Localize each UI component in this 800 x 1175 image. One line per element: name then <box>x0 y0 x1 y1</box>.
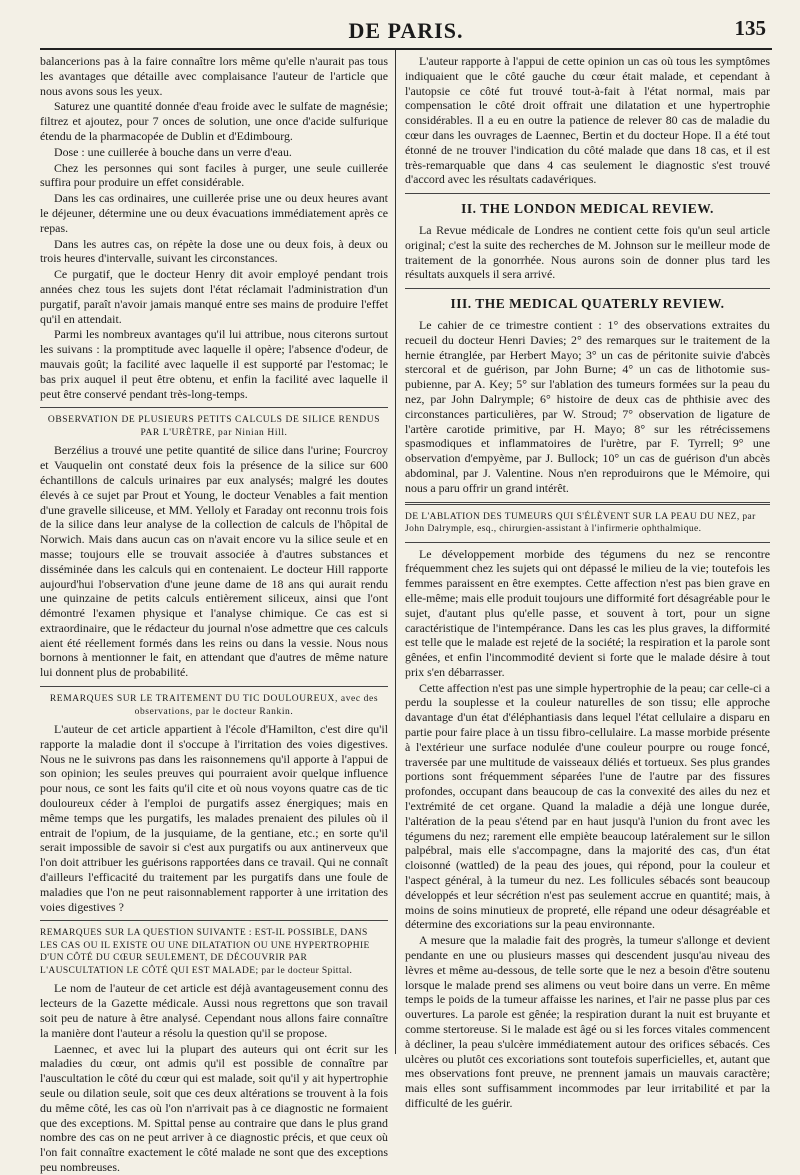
article-title: DE L'ABLATION DES TUMEURS QUI S'ÉLÈVENT SUR LA PEAU DU NEZ, par John Dalrymple, esq., chirurgien-assistant à l'infirmerie ophthalmique. <box>405 511 756 535</box>
paragraph: L'auteur de cet article appartient à l'école d'Hamilton, c'est dire qu'il rapporte la maladie dont il s'occupe à l'irritation des voies digestives. Nous ne le suivrons pas dans les raisonnemens qu'il apporte à l'appui de son opinion; les seules preuves qui pourraient avoir quelque influence pour nous, ce sont les faits qu'il cite et où nous voyons quatre cas de tic douloureux céder à l'emploi de purgatifs assez énergiques; mais en même temps que les purgatifs, les malades prenaient des pilules où il entrait de l'opium, de la jusquiame, de la gentiane, etc.; en sorte qu'il serait impossible de savoir si c'est aux purgatifs ou aux antinerveux que l'on doit attribuer les guérisons rapportées dans ce travail. Qui ne connaît d'ailleurs l'efficacité du traitement par les purgatifs dans une foule de maladies que l'on ne peut raisonnablement rapporter à une irritation des voies digestives ? <box>40 722 388 914</box>
paragraph: Cette affection n'est pas une simple hypertrophie de la peau; car celle-ci a perdu la souplesse et la couleur naturelles de son tissu; elle approche davantage d'un état d'éléphantiasis dans lequel l'état cellulaire a disparu en partie pour faire place à un tissu fibro-cellulaire. La masse morbide présente à l'extérieur une surface nodulée d'une couleur pourpre ou rouge foncé, traversée par une multitude de vaisseaux déliés et tortueux. Ses plus grandes portions sont fréquemment séparées l'une de l'autre par des fissures profondes, occupant dans beaucoup de cas la convexité des ailes du nez et l'extrémité de cet organe. Quand la maladie a déjà une longue durée, l'altération de la peau s'étend par en haut jusqu'à l'union du front avec les tégumens du nez; rarement elle empiète beaucoup latéralement sur le sillon palpébral, mais elle s'accompagne, dans la majorité des cas, d'un état cloisonné (wattled) de la peau des joues, qui répond, pour la couleur et l'aspect général, à la tumeur du nez. Les follicules sébacés sont beaucoup développés et leur sécrétion n'est pas seulement accrue en quantité; mais, à moins de soins minutieux de propreté, elle répand une odeur désagréable et détermine des excoriations sur la peau environnante. <box>405 680 770 932</box>
paragraph: Saturez une quantité donnée d'eau froide avec le sulfate de magnésie; filtrez et ajoutez, pour 7 onces de solution, une once d'acide sulfurique étendu de la pharmacopée de Dublin et d'Edimbourg. <box>40 99 388 143</box>
paragraph: Chez les personnes qui sont faciles à purger, une seule cuillerée suffira pour produire un effet considérable. <box>40 160 388 190</box>
section-separator <box>40 920 388 921</box>
paragraph: Dans les autres cas, on répète la dose une ou deux fois, à deux ou trois heures d'intervalle, suivant les circonstances. <box>40 236 388 266</box>
paragraph: Ce purgatif, que le docteur Henry dit avoir employé pendant trois années chez tous les sujets dont l'état réclamait l'administration d'un purgatif, paraît n'avoir jamais manqué entre ses mains de produire l'effet qu'il en attendait. <box>40 267 388 326</box>
page-header <box>40 14 772 50</box>
left-column <box>40 54 388 1174</box>
paragraph: La Revue médicale de Londres ne contient cette fois qu'un seul article original; c'est la suite des recherches de M. Johnson sur le meilleur mode de traitement de la gonorrhée. Nous aurons soin de donner plus tard les résultats auxquels il sera arrivé. <box>405 222 770 282</box>
section-separator <box>40 407 388 408</box>
right-column <box>405 54 770 1110</box>
column-divider <box>395 50 396 1054</box>
paragraph: L'auteur rapporte à l'appui de cette opinion un cas où tous les symptômes indiquaient que le côté gauche du cœur était malade, et cependant à l'autopsie ce côté fut trouvé tout-à-fait à l'état normal, mais par compensation le côté droit offrait une dilatation et une hypertrophie considérables. Il a eu en outre la patience de relever 80 cas de maladie du cœur dans les ouvrages de Laennec, Bertin et du docteur Hope. Il a été tout étonné de ne trouver l'indication du côté malade que dans 18 cas, et il est très-remarquable que dans 4 cas seulement le diagnostic s'est trouvé d'accord avec les résultats cadavériques. <box>405 54 770 187</box>
article-title: REMARQUES SUR LA QUESTION SUIVANTE : EST-IL POSSIBLE, DANS LES CAS OU IL EXISTE OU UNE DILATATION OU UNE HYPERTROPHIE D'UN CÔTÉ DU CŒUR SEULEMENT, DE DÉCOUVRIR PAR L'AUSCULTATION LE CÔTÉ QUI EST MALADE; par le docteur Spittal. <box>40 928 370 976</box>
paragraph: Laennec, et avec lui la plupart des auteurs qui ont écrit sur les maladies du cœur, ont admis qu'il est possible de connaître par l'auscultation le côté du cœur qui est malade, soit qu'il y ait hypertrophie seule ou dilation seule, soit que ces deux altérations se trouvent à la fois du même côté, les cas où l'on n'arrivait pas à ce diagnostic ne formaient que des exceptions. M. Spittal pense au contraire que dans le plus grand nombre des cas on ne peut arriver à ce diagnostic précis, et que ceux où l'on fait connaître exactement le côté malade ne sont que des exceptions peu nombreuses. <box>40 1041 388 1174</box>
page-number: 135 <box>734 16 766 40</box>
paragraph: Dans les cas ordinaires, une cuillerée prise une ou deux heures avant le déjeuner, détermine une ou deux évacuations immédiatement après ce repas. <box>40 191 388 235</box>
section-separator <box>405 193 770 194</box>
section-separator <box>405 288 770 289</box>
section-separator <box>405 542 770 543</box>
paragraph: Le développement morbide des tégumens du nez se rencontre fréquemment chez les sujets qui ont dépassé le milieu de la vie; toutefois les femmes paraissent en être exemptes. Cette affection n'est pas bien grave en elle-même; mais elle produit toujours une difformité fort désagréable pour le sujet, d'autant plus qu'elle passe, et souvent à tort, pour un signe caractéristique de l'intempérance. Dans les cas les plus graves, la difformité est telle que le malade est rejeté de la société; la respiration et la parole sont gênées, et enfin l'incommodité devient si forte que le malade désire à tout prix s'en débarrasser. <box>405 546 770 679</box>
section-heading: II. THE LONDON MEDICAL REVIEW. <box>461 201 714 217</box>
section-heading: III. THE MEDICAL QUATERLY REVIEW. <box>450 296 725 312</box>
paragraph: Berzélius a trouvé une petite quantité de silice dans l'urine; Fourcroy et Vauquelin ont constaté deux fois la présence de la silice sur 600 échantillons de calculs urinaires par eux analysés; malgré les doutes élevés à ce sujet par Prout et Young, le docteur Venables a fait mention d'une gravelle siliceuse, et MM. Yelloly et Faraday ont reconnu trois fois de la silice dans leur analyse de la collection de calculs de l'hôpital de Norwich. Mais dans aucun cas on n'avait encore vu la silice seule et en masse; toujours elle se trouvait associée à d'autres substances et disséminée dans les calculs qui en contenaient. Le docteur Hill rapporte aujourd'hui l'observation d'une jeune dame de 18 ans qui aurait rendu une quinzaine de petits calculs entièrement siliceux, ainsi que l'ont démontré l'examen physique et l'analyse chimique. Ce cas est si extraordinaire, que le rédacteur du journal n'ose admettre que ces calculs aient été réellement formés dans les reins ou dans la vessie. Nous nous bornons à mentionner le fait, en attendant que d'autres de même nature lui donnent plus de probabilité. <box>40 443 388 680</box>
article-title: REMARQUES SUR LE TRAITEMENT DU TIC DOULOUREUX, avec des observations, par le docteur Rankin. <box>49 694 379 717</box>
paragraph: Le nom de l'auteur de cet article est déjà avantageusement connu des lecteurs de la Gazette médicale. Aussi nous regrettons que son travail soit peu de nature à être analysé. Cependant nous allons faire connaître la manière dont l'auteur a résolu la question qu'il se propose. <box>40 981 388 1040</box>
paragraph: A mesure que la maladie fait des progrès, la tumeur s'allonge et devient pendante en une ou plusieurs masses qui descendent jusqu'au niveau des lèvres et même au-dessous, de telle sorte que le nez a besoin d'être soutenu lorsque le malade prend ses alimens ou veut boire dans un verre. En même temps le poids de la tumeur affaisse les narines, et l'air ne passe plus par ces ouvertures. La parole est gênée; la respiration durant la nuit est bruyante et comme stertoreuse. Si le malade est âgé ou si les forces vitales commencent à décliner, la peau s'ulcère immédiatement autour des orifices sébacés. Ces ulcères ou plutôt ces excoriations sont toutefois superficielles, et, autant que mes observations font preuve, ne prennent jamais un mauvais caractère; mais elles sont suffisamment incommodes par leur irritabilité et par la difficulté de les guérir. <box>405 933 770 1110</box>
paragraph: Le cahier de ce trimestre contient : 1° des observations extraites du recueil du docteur Henri Davies; 2° des remarques sur le traitement de la hernie étranglée, par Herbert Mayo; 3° un cas de péritonite suivie d'abcès stercoral et de guérison, par John Burne; 4° un cas de lithotomie sus-pubienne, par A. Key; 5° sur l'ablation des tumeurs formées sur la peau du nez, par John Dalrymple; 6° histoire de deux cas de phthisie avec des circonstances particulières, par W. Stroud; 7° observation de ligature de l'artère carotide primitive, par H. Mayo; 8° sur les rétrécissemens spasmodiques et inflammatoires de l'urètre, par F. Tyrrell; 9° une observation d'empyème, par J. Bullock; 10° un cas de guérison d'un abcès abdominal, par J. Valentine. Nous n'en reproduirons que le Mémoire, qui nous a paru offrir un grand intérêt. <box>405 317 770 495</box>
running-title: DE PARIS. <box>348 18 464 43</box>
section-separator <box>40 686 388 687</box>
article-title: OBSERVATION DE PLUSIEURS PETITS CALCULS DE SILICE RENDUS PAR L'URÈTRE, par Ninian Hill. <box>47 415 381 438</box>
section-separator <box>405 502 770 505</box>
paragraph: balancerions pas à la faire connaître lors même qu'elle n'aurait pas tous les avantages que détaille avec complaisance l'auteur de l'article que nous avons sous les yeux. <box>40 54 388 98</box>
paragraph: Dose : une cuillerée à bouche dans un verre d'eau. <box>54 144 292 159</box>
paragraph: Parmi les nombreux avantages qu'il lui attribue, nous citerons surtout les suivans : la promptitude avec laquelle il opère; l'absence d'odeur, de mauvais goût; la facilité avec laquelle il est supporté par l'estomac; le bas prix auquel il peut être obtenu, et enfin la facilité avec laquelle il peut être conservé pendant très-long-temps. <box>40 327 388 401</box>
